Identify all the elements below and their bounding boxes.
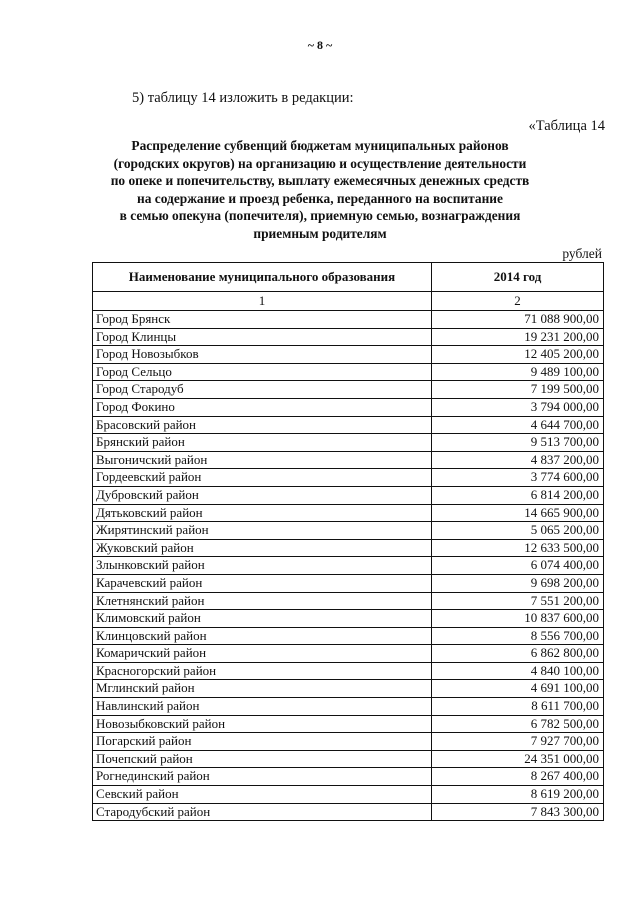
table-row <box>93 504 604 522</box>
subsidy-amount: 4 837 200,00 <box>432 451 604 469</box>
title-line: по опеке и попечительству, выплату ежемесячных денежных средств <box>110 173 530 189</box>
table-row <box>93 539 604 557</box>
subsidy-amount: 4 840 100,00 <box>432 662 604 680</box>
table-title <box>60 137 580 243</box>
table-row <box>93 434 604 452</box>
title-line: на содержание и проезд ребенка, переданного на воспитание <box>137 190 503 206</box>
table-row <box>93 346 604 364</box>
table-header-row <box>93 263 604 292</box>
subsidy-amount: 9 698 200,00 <box>432 574 604 592</box>
subsidy-amount: 6 862 800,00 <box>432 645 604 663</box>
title-line: Распределение субвенций бюджетам муниципальных районов <box>131 138 509 153</box>
table-reference: «Таблица 14 <box>528 118 605 134</box>
intro-text: 5) таблицу 14 изложить в редакции: <box>132 90 354 106</box>
table-row <box>93 557 604 575</box>
municipality-name: Карачевский район <box>93 574 432 592</box>
table-body <box>93 311 604 821</box>
municipality-name: Жирятинский район <box>93 522 432 540</box>
municipality-name: Мглинский район <box>93 680 432 698</box>
table-row <box>93 698 604 716</box>
subsidy-amount: 7 843 300,00 <box>432 803 604 821</box>
municipality-name: Комаричский район <box>93 645 432 663</box>
subsidy-table <box>92 262 604 821</box>
header-municipality: Наименование муниципального образования <box>93 263 432 292</box>
table-row <box>93 610 604 628</box>
municipality-name: Дятьковский район <box>93 504 432 522</box>
column-number-row <box>93 292 604 311</box>
subsidy-amount: 8 611 700,00 <box>432 698 604 716</box>
subsidy-amount: 14 665 900,00 <box>432 504 604 522</box>
municipality-name: Севский район <box>93 786 432 804</box>
subsidy-amount: 19 231 200,00 <box>432 328 604 346</box>
column-number: 1 <box>93 292 432 311</box>
municipality-name: Брянский район <box>93 434 432 452</box>
subsidy-amount: 9 489 100,00 <box>432 363 604 381</box>
municipality-name: Рогнединский район <box>93 768 432 786</box>
table-row <box>93 469 604 487</box>
table-row <box>93 398 604 416</box>
subsidy-amount: 8 619 200,00 <box>432 786 604 804</box>
table-row <box>93 328 604 346</box>
table-row <box>93 363 604 381</box>
subsidy-amount: 6 782 500,00 <box>432 715 604 733</box>
table-row <box>93 645 604 663</box>
subsidy-amount: 8 556 700,00 <box>432 627 604 645</box>
municipality-name: Город Новозыбков <box>93 346 432 364</box>
subsidy-amount: 8 267 400,00 <box>432 768 604 786</box>
title-line: в семью опекуна (попечителя), приемную семью, вознаграждения <box>119 208 521 224</box>
table-row <box>93 627 604 645</box>
municipality-name: Красногорский район <box>93 662 432 680</box>
table-row <box>93 786 604 804</box>
subsidy-amount: 3 774 600,00 <box>432 469 604 487</box>
municipality-name: Клинцовский район <box>93 627 432 645</box>
subsidy-amount: 12 633 500,00 <box>432 539 604 557</box>
subsidy-amount: 5 065 200,00 <box>432 522 604 540</box>
table-row <box>93 574 604 592</box>
municipality-name: Климовский район <box>93 610 432 628</box>
municipality-name: Клетнянский район <box>93 592 432 610</box>
subsidy-amount: 4 644 700,00 <box>432 416 604 434</box>
municipality-name: Город Клинцы <box>93 328 432 346</box>
municipality-name: Город Фокино <box>93 398 432 416</box>
currency-unit: рублей <box>562 246 602 261</box>
table-row <box>93 381 604 399</box>
table-row <box>93 803 604 821</box>
municipality-name: Выгоничский район <box>93 451 432 469</box>
subsidy-amount: 10 837 600,00 <box>432 610 604 628</box>
title-line: (городских округов) на организацию и осуществление деятельности <box>113 155 527 171</box>
subsidy-amount: 3 794 000,00 <box>432 398 604 416</box>
table-row <box>93 733 604 751</box>
subsidy-amount: 9 513 700,00 <box>432 434 604 452</box>
subsidy-amount: 4 691 100,00 <box>432 680 604 698</box>
subsidy-amount: 71 088 900,00 <box>432 311 604 329</box>
table-row <box>93 592 604 610</box>
municipality-name: Почепский район <box>93 750 432 768</box>
municipality-name: Город Сельцо <box>93 363 432 381</box>
subsidy-amount: 6 814 200,00 <box>432 486 604 504</box>
municipality-name: Погарский район <box>93 733 432 751</box>
title-line: приемным родителям <box>253 225 387 241</box>
municipality-name: Стародубский район <box>93 803 432 821</box>
header-year: 2014 год <box>432 263 604 292</box>
table-row <box>93 750 604 768</box>
table-row <box>93 715 604 733</box>
municipality-name: Новозыбковский район <box>93 715 432 733</box>
table-row <box>93 522 604 540</box>
table-row <box>93 768 604 786</box>
table-row <box>93 680 604 698</box>
table-row <box>93 311 604 329</box>
municipality-name: Город Стародуб <box>93 381 432 399</box>
column-number: 2 <box>432 292 604 311</box>
municipality-name: Злынковский район <box>93 557 432 575</box>
municipality-name: Дубровский район <box>93 486 432 504</box>
subsidy-amount: 7 199 500,00 <box>432 381 604 399</box>
municipality-name: Город Брянск <box>93 311 432 329</box>
municipality-name: Навлинский район <box>93 698 432 716</box>
subsidy-amount: 12 405 200,00 <box>432 346 604 364</box>
table-row <box>93 486 604 504</box>
table-row <box>93 662 604 680</box>
subsidy-amount: 6 074 400,00 <box>432 557 604 575</box>
subsidy-amount: 7 927 700,00 <box>432 733 604 751</box>
table-row <box>93 451 604 469</box>
subsidy-amount: 7 551 200,00 <box>432 592 604 610</box>
subsidy-amount: 24 351 000,00 <box>432 750 604 768</box>
page-number: ~ 8 ~ <box>307 38 333 52</box>
municipality-name: Брасовский район <box>93 416 432 434</box>
table-row <box>93 416 604 434</box>
municipality-name: Гордеевский район <box>93 469 432 487</box>
municipality-name: Жуковский район <box>93 539 432 557</box>
